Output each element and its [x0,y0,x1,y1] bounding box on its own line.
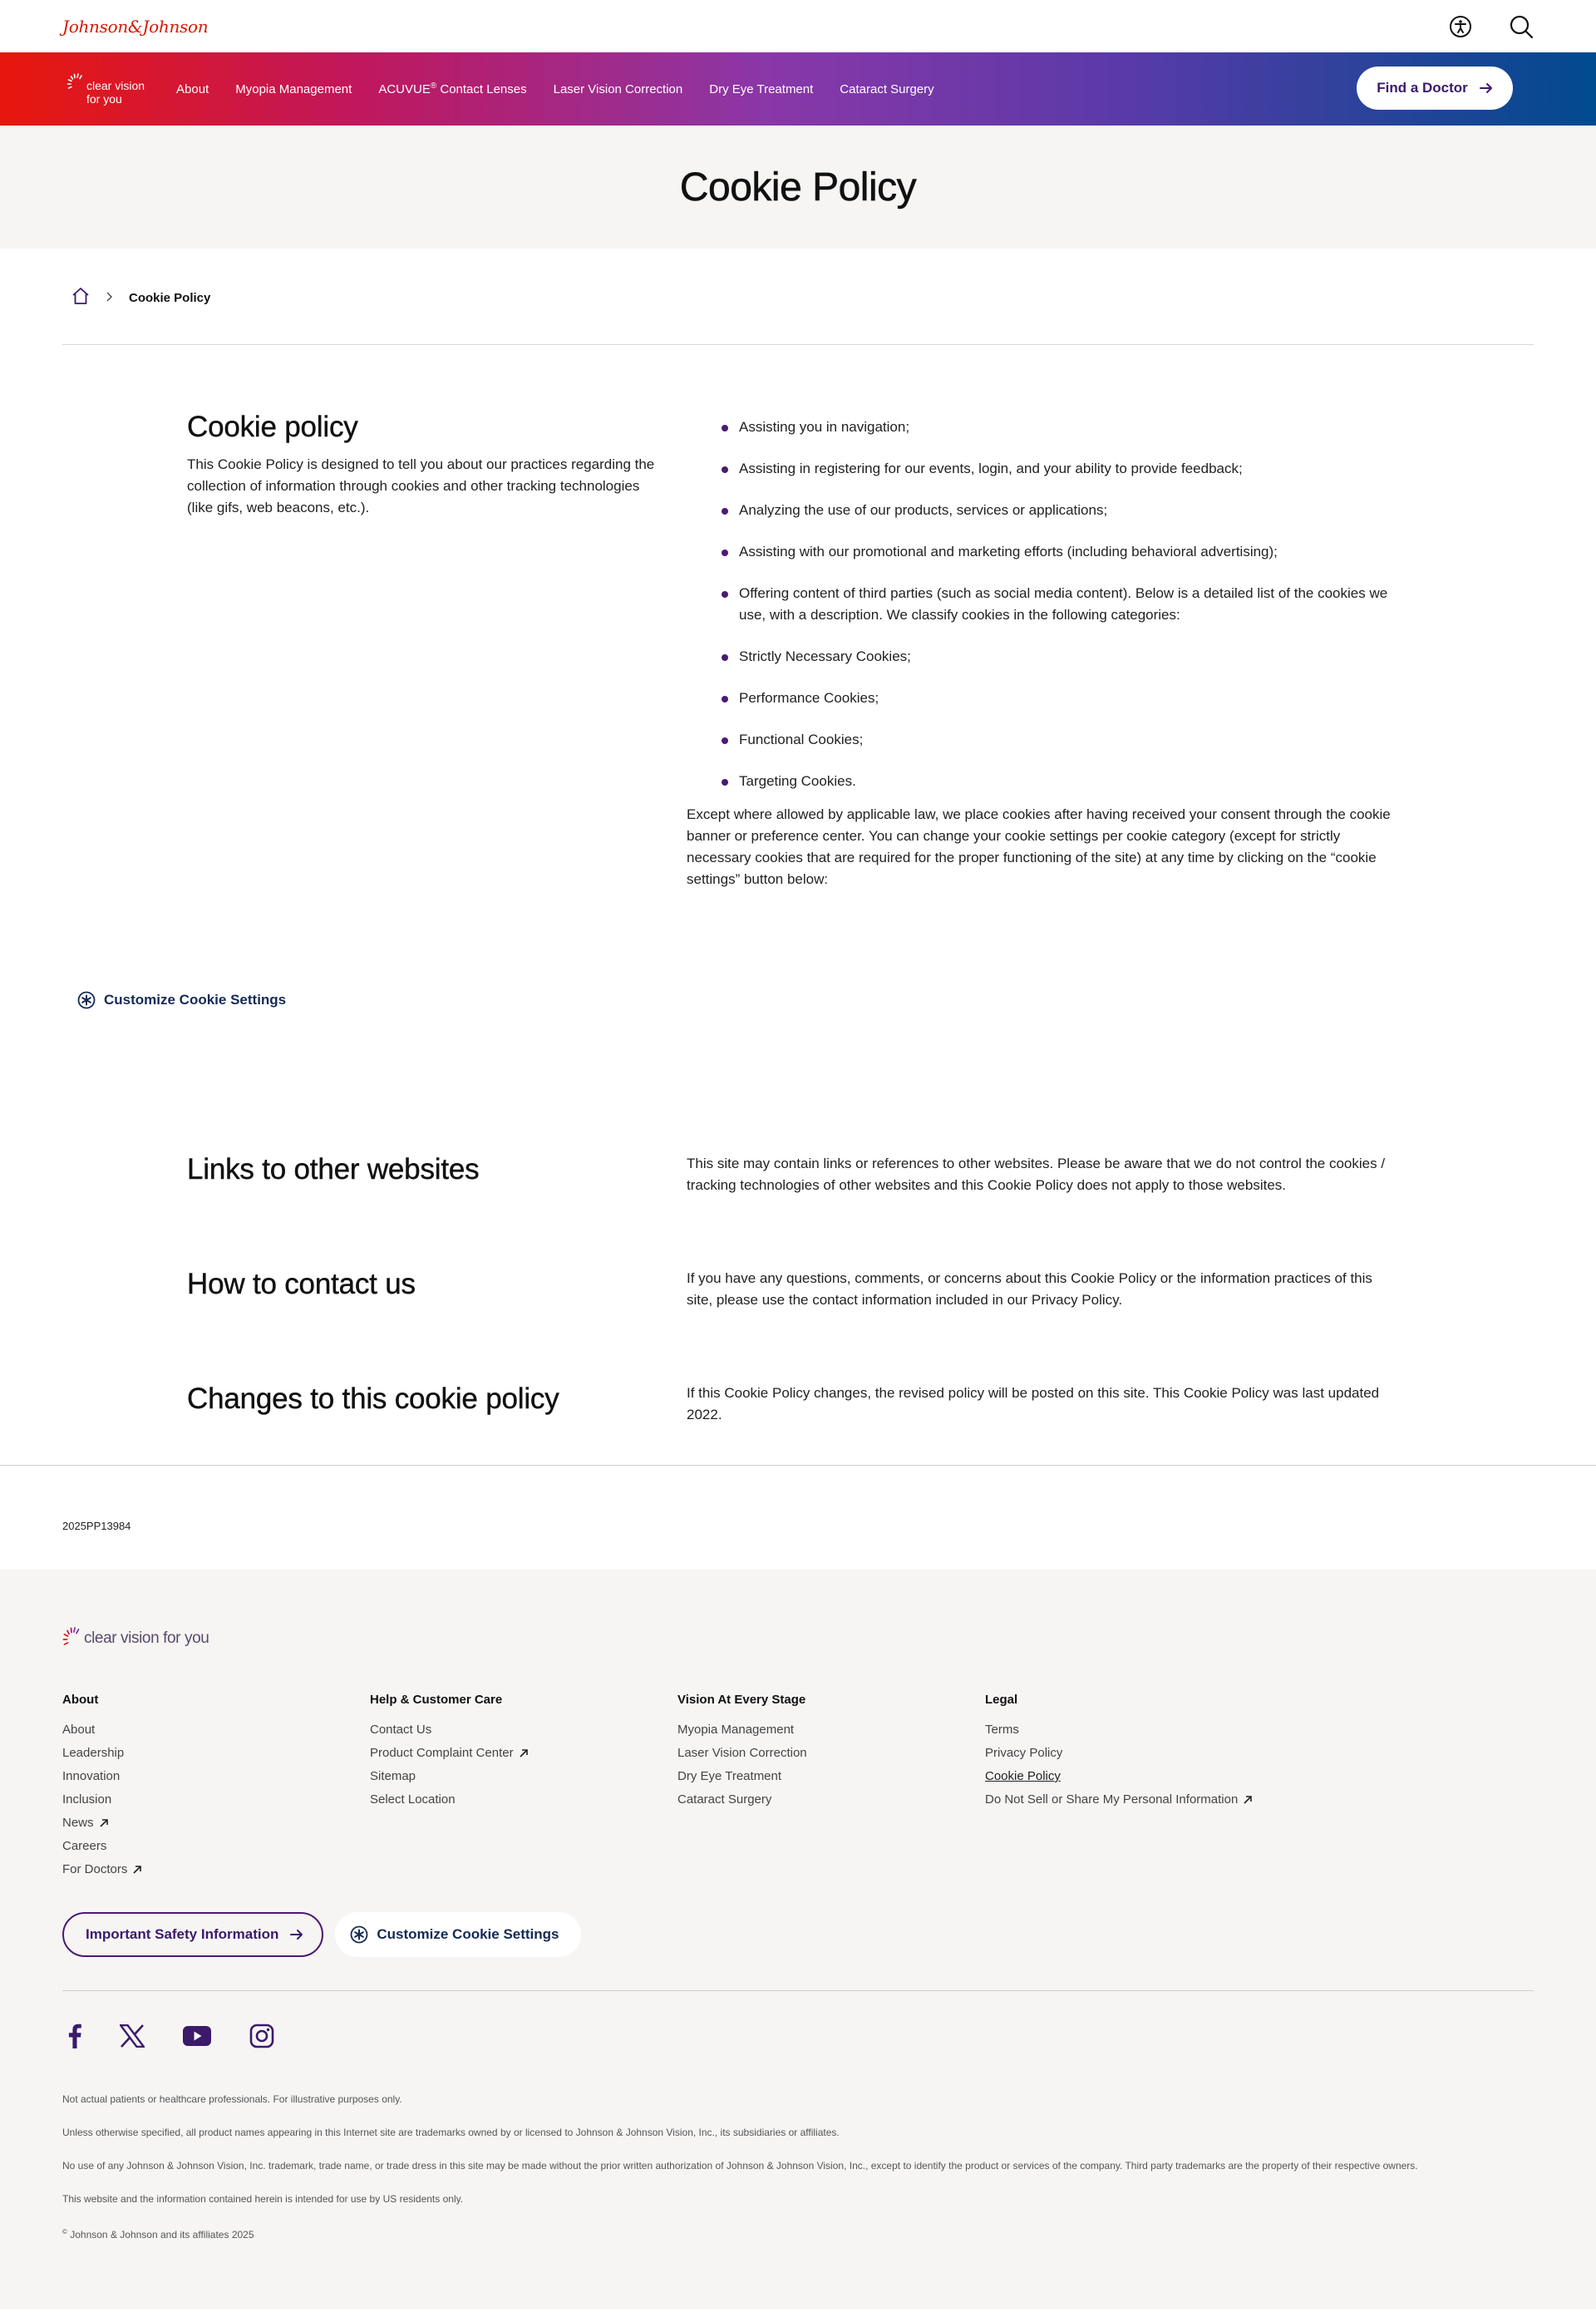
list-item: Assisting you in navigation; [687,417,1401,438]
list-item: Strictly Necessary Cookies; [687,646,1401,668]
page-hero [0,126,1596,249]
changes-text: If this Cookie Policy changes, the revised policy will be posted on this site. This Cookie Policy was last updated 2022. [687,1385,1380,1422]
footer-link-label: Do Not Sell or Share My Personal Information [985,1792,1239,1807]
footer-link-label: Select Location [370,1792,456,1807]
find-a-doctor-button[interactable] [1357,67,1513,110]
external-link-icon [519,1748,529,1758]
footer-link-label: For Doctors [62,1862,128,1876]
x-icon[interactable] [120,2024,145,2052]
footer-col-vision [677,1693,985,1881]
main-navigation [0,52,1596,126]
links-heading: Links to other websites [187,1153,480,1186]
arrow-right-icon [1480,82,1493,94]
footer-link-product-complaint-center[interactable] [370,1742,677,1765]
important-safety-information-button[interactable] [62,1912,323,1957]
footer-link-label: Cookie Policy [985,1769,1061,1783]
nav-item-acuvue-contact-lenses[interactable] [378,81,526,96]
arrow-right-icon [290,1929,303,1940]
cookie-policy-intro-text: This Cookie Policy is designed to tell you about our practices regarding the collection of information through cookies and other tracking technologies (like gifs, web beacons, etc.). [187,456,655,515]
logo-line-2: for you [86,92,122,106]
footer-customize-cookie-settings-button[interactable] [335,1912,580,1957]
external-link-icon [132,1865,142,1875]
page-code: 2025PP13984 [62,1520,131,1532]
search-icon[interactable] [1509,14,1534,39]
footer-link-label: Product Complaint Center [370,1746,514,1760]
breadcrumb [62,249,1534,345]
footer-col-title: About [62,1693,99,1707]
footer-link-terms[interactable] [985,1718,1253,1742]
cookie-settings-icon [77,991,96,1009]
acuvue-label-suffix: Contact Lenses [436,82,527,96]
social-links [68,2024,274,2053]
contact-heading: How to contact us [187,1268,416,1300]
list-item: Performance Cookies; [687,688,1401,709]
footer-link-label: Innovation [62,1769,121,1783]
footer-link-inclusion[interactable] [62,1788,370,1812]
footer-link-careers[interactable] [62,1835,370,1858]
footer-link-label: News [62,1816,94,1830]
nav-item-about[interactable]: About [176,81,209,96]
customize-cookie-settings-link[interactable] [77,991,286,1009]
contact-text: If you have any questions, comments, or concerns about this Cookie Policy or the information practices of this site, please use the contact information included in our Privacy Policy. [687,1270,1372,1308]
list-item: Functional Cookies; [687,729,1401,751]
footer-link-label: Terms [985,1723,1019,1737]
footer-clear-vision-logo[interactable] [62,1624,209,1653]
list-item: Assisting with our promotional and marketing efforts (including behavioral advertising); [687,541,1401,563]
sunburst-icon [62,1624,81,1653]
footer-logo-text: clear vision for you [84,1629,209,1647]
external-link-icon [1243,1795,1253,1805]
cookie-policy-details [687,417,1401,890]
legal-text: This website and the information contained herein is intended for use by US residents only. [62,2193,464,2205]
footer-link-select-location[interactable] [370,1788,677,1812]
copyright-text: Johnson & Johnson and its affiliates 2025 [66,2229,254,2241]
footer-link-privacy-policy[interactable] [985,1742,1253,1765]
nav-item-laser-vision-correction[interactable]: Laser Vision Correction [553,81,683,96]
footer-link-sitemap[interactable] [370,1765,677,1788]
footer-link-label: Sitemap [370,1769,416,1783]
nav-item-cataract-surgery[interactable]: Cataract Surgery [840,81,934,96]
footer-col-title: Legal [985,1693,1018,1707]
footer-divider [62,1990,1534,1991]
customize-cookie-settings-label: Customize Cookie Settings [104,992,287,1008]
links-text: This site may contain links or references to other websites. Please be aware that we do not control the cookies / tracking technologies of other websites and this Cookie Policy does not apply to those websites. [687,1156,1386,1193]
clear-vision-logo-text [86,79,145,106]
footer-link-label: Privacy Policy [985,1746,1063,1760]
footer-link-cookie-policy[interactable] [985,1765,1253,1788]
list-item: Targeting Cookies. [687,771,1401,792]
cookie-button-label: Customize Cookie Settings [377,1926,559,1942]
external-link-icon [99,1818,109,1828]
cookie-consent-text: Except where allowed by applicable law, we place cookies after having received your consent through the cookie banner or preference center. You can change your cookie settings per cookie category (except for strictly necessary cookies that are required for the proper functioning of the site) at any time by clicking on the “cookie settings” button below: [687,806,1391,887]
cookie-policy-content [0,345,1596,1465]
acuvue-label: ACUVUE [378,82,431,96]
safety-button-label: Important Safety Information [86,1926,279,1942]
footer-link-for-doctors[interactable] [62,1858,370,1881]
footer-link-label: Cataract Surgery [677,1792,772,1807]
footer-link-label: Contact Us [370,1723,432,1737]
footer-link-myopia-management[interactable] [677,1718,985,1742]
top-utility-bar [0,0,1596,52]
footer-link-label: Leadership [62,1746,125,1760]
logo-line-1: clear vision [86,79,145,92]
footer-link-laser-vision-correction[interactable] [677,1742,985,1765]
footer-col-title: Help & Customer Care [370,1693,503,1707]
cookie-policy-intro [187,411,669,519]
list-item: Offering content of third parties (such as social media content). Below is a detailed list of the cookies we use, with a description. We classify cookies in the following categories: [687,583,1401,626]
top-icons [1449,14,1534,39]
footer-link-label: Laser Vision Correction [677,1746,807,1760]
list-item: Analyzing the use of our products, services or applications; [687,500,1401,521]
footer-buttons [62,1912,581,1957]
youtube-icon[interactable] [183,2026,211,2050]
sunburst-icon [66,72,85,94]
legal-text: Not actual patients or healthcare professionals. For illustrative purposes only. [62,2093,402,2105]
cookie-settings-icon [350,1925,368,1944]
home-icon[interactable] [71,287,91,309]
cookie-uses-list [687,417,1401,792]
list-item: Assisting in registering for our events, login, and your ability to provide feedback; [687,458,1401,480]
registered-mark: ® [430,81,437,91]
accessibility-icon[interactable] [1449,15,1472,38]
footer-link-label: Inclusion [62,1792,112,1807]
cookie-policy-heading: Cookie policy [187,411,358,443]
copyright-symbol: © [62,2228,67,2236]
footer-link-label: Careers [62,1839,107,1853]
footer-link-leadership[interactable] [62,1742,370,1765]
legal-text: No use of any Johnson & Johnson Vision, Inc. trademark, trade name, or trade dress in this site may be made without the prior written authorization of Johnson & Johnson Vision, Inc., except to identify the product or services of the company. Third party trademarks are the property of their respective owners. [62,2160,1418,2172]
legal-text: Unless otherwise specified, all product names appearing in this Internet site are trademarks owned by or licensed to Johnson & Johnson Vision, Inc., its subsidiaries or affiliates. [62,2127,840,2138]
clear-vision-logo[interactable] [66,72,145,106]
chevron-right-icon [106,291,114,306]
footer-link-label: About [62,1723,96,1737]
legal-disclaimers [62,2092,1534,2260]
footer [0,1570,1596,2310]
footer-link-contact-us[interactable] [370,1718,677,1742]
footer-link-do-not-sell[interactable] [985,1788,1253,1812]
footer-link-news[interactable] [62,1812,370,1835]
footer-link-dry-eye-treatment[interactable] [677,1765,985,1788]
footer-columns [62,1693,1534,1881]
footer-col-legal [985,1693,1253,1881]
page-title: Cookie Policy [679,165,917,210]
facebook-icon[interactable] [68,2024,81,2053]
johnson-johnson-logo[interactable]: Johnson&Johnson [62,16,209,37]
footer-link-about[interactable] [62,1718,370,1742]
changes-heading: Changes to this cookie policy [187,1383,559,1415]
nav-item-myopia-management[interactable]: Myopia Management [235,81,352,96]
footer-col-about [62,1693,370,1881]
nav-items [176,81,934,96]
footer-link-label: Dry Eye Treatment [677,1769,782,1783]
nav-item-dry-eye-treatment[interactable]: Dry Eye Treatment [709,81,814,96]
footer-link-cataract-surgery[interactable] [677,1788,985,1812]
footer-col-help [370,1693,677,1881]
instagram-icon[interactable] [249,2024,274,2053]
footer-link-innovation[interactable] [62,1765,370,1788]
find-a-doctor-label: Find a Doctor [1377,80,1468,96]
footer-link-label: Myopia Management [677,1723,795,1737]
footer-col-title: Vision At Every Stage [677,1693,806,1707]
breadcrumb-current: Cookie Policy [129,291,211,305]
copyright [62,2225,1534,2242]
